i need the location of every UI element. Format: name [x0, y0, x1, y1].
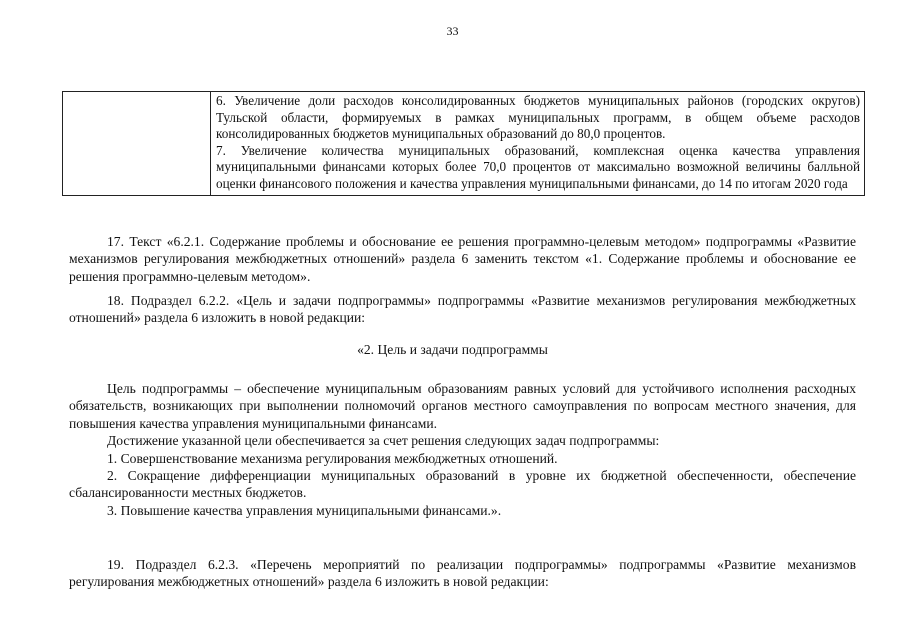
paragraph-19-block — [69, 556, 856, 591]
paragraph-19: 19. Подраздел 6.2.3. «Перечень мероприятий по реализации подпрограммы» подпрограммы «Развитие механизмов регулирования межбюджетных отношений» раздела 6 изложить в новой редакции: — [69, 557, 856, 590]
table-cell-right — [211, 92, 865, 196]
paragraph-18-block — [69, 292, 856, 327]
paragraph-17-block — [69, 233, 856, 285]
indicator-item-6: 6. Увеличение доли расходов консолидированных бюджетов муниципальных районов (городских округов) Тульской области, формируемых в рамках муниципальных программ, в общем объеме расходов консолидированных бюджетов муниципальных образований до 80,0 процентов. — [216, 93, 860, 142]
page-number: 33 — [446, 24, 459, 38]
indicator-item-7: 7. Увеличение количества муниципальных образований, комплексная оценка качества управления муниципальными финансами которых более 70,0 процентов от максимально возможной величины балльной оценки финансового положения и качества управления муниципальными финансами, до 14 по итогам 2020 года — [216, 142, 860, 191]
achievement-paragraph: Достижение указанной цели обеспечивается за счет решения следующих задач подпрограммы: — [107, 433, 660, 449]
task-1: 1. Совершенствование механизма регулирования межбюджетных отношений. — [107, 450, 558, 466]
goal-block — [69, 380, 856, 519]
section-heading: «2. Цель и задачи подпрограммы — [357, 342, 548, 357]
goal-paragraph: Цель подпрограммы – обеспечение муниципальным образованиям равных условий для устойчивого исполнения расходных обязательств, возникающих при выполнении полномочий органов местного самоуправления по вопросам местного значения, для повышения качества управления муниципальными финансами. — [69, 381, 856, 431]
table-row — [63, 92, 865, 196]
paragraph-18: 18. Подраздел 6.2.2. «Цель и задачи подпрограммы» подпрограммы «Развитие механизмов регулирования межбюджетных отношений» раздела 6 изложить в новой редакции: — [69, 293, 856, 326]
paragraph-17: 17. Текст «6.2.1. Содержание проблемы и обоснование ее решения программно-целевым методом» подпрограммы «Развитие механизмов регулирования межбюджетных отношений» раздела 6 заменить текстом «1. Содержание проблемы и обоснование ее решения программно-целевым методом». — [69, 234, 856, 284]
task-2: 2. Сокращение дифференциации муниципальных образований в уровне их бюджетной обеспеченности, обеспечение сбалансированности местных бюджетов. — [69, 468, 856, 501]
indicators-table — [62, 91, 865, 196]
task-3: 3. Повышение качества управления муниципальными финансами.». — [107, 502, 502, 518]
table-cell-left — [63, 92, 211, 196]
